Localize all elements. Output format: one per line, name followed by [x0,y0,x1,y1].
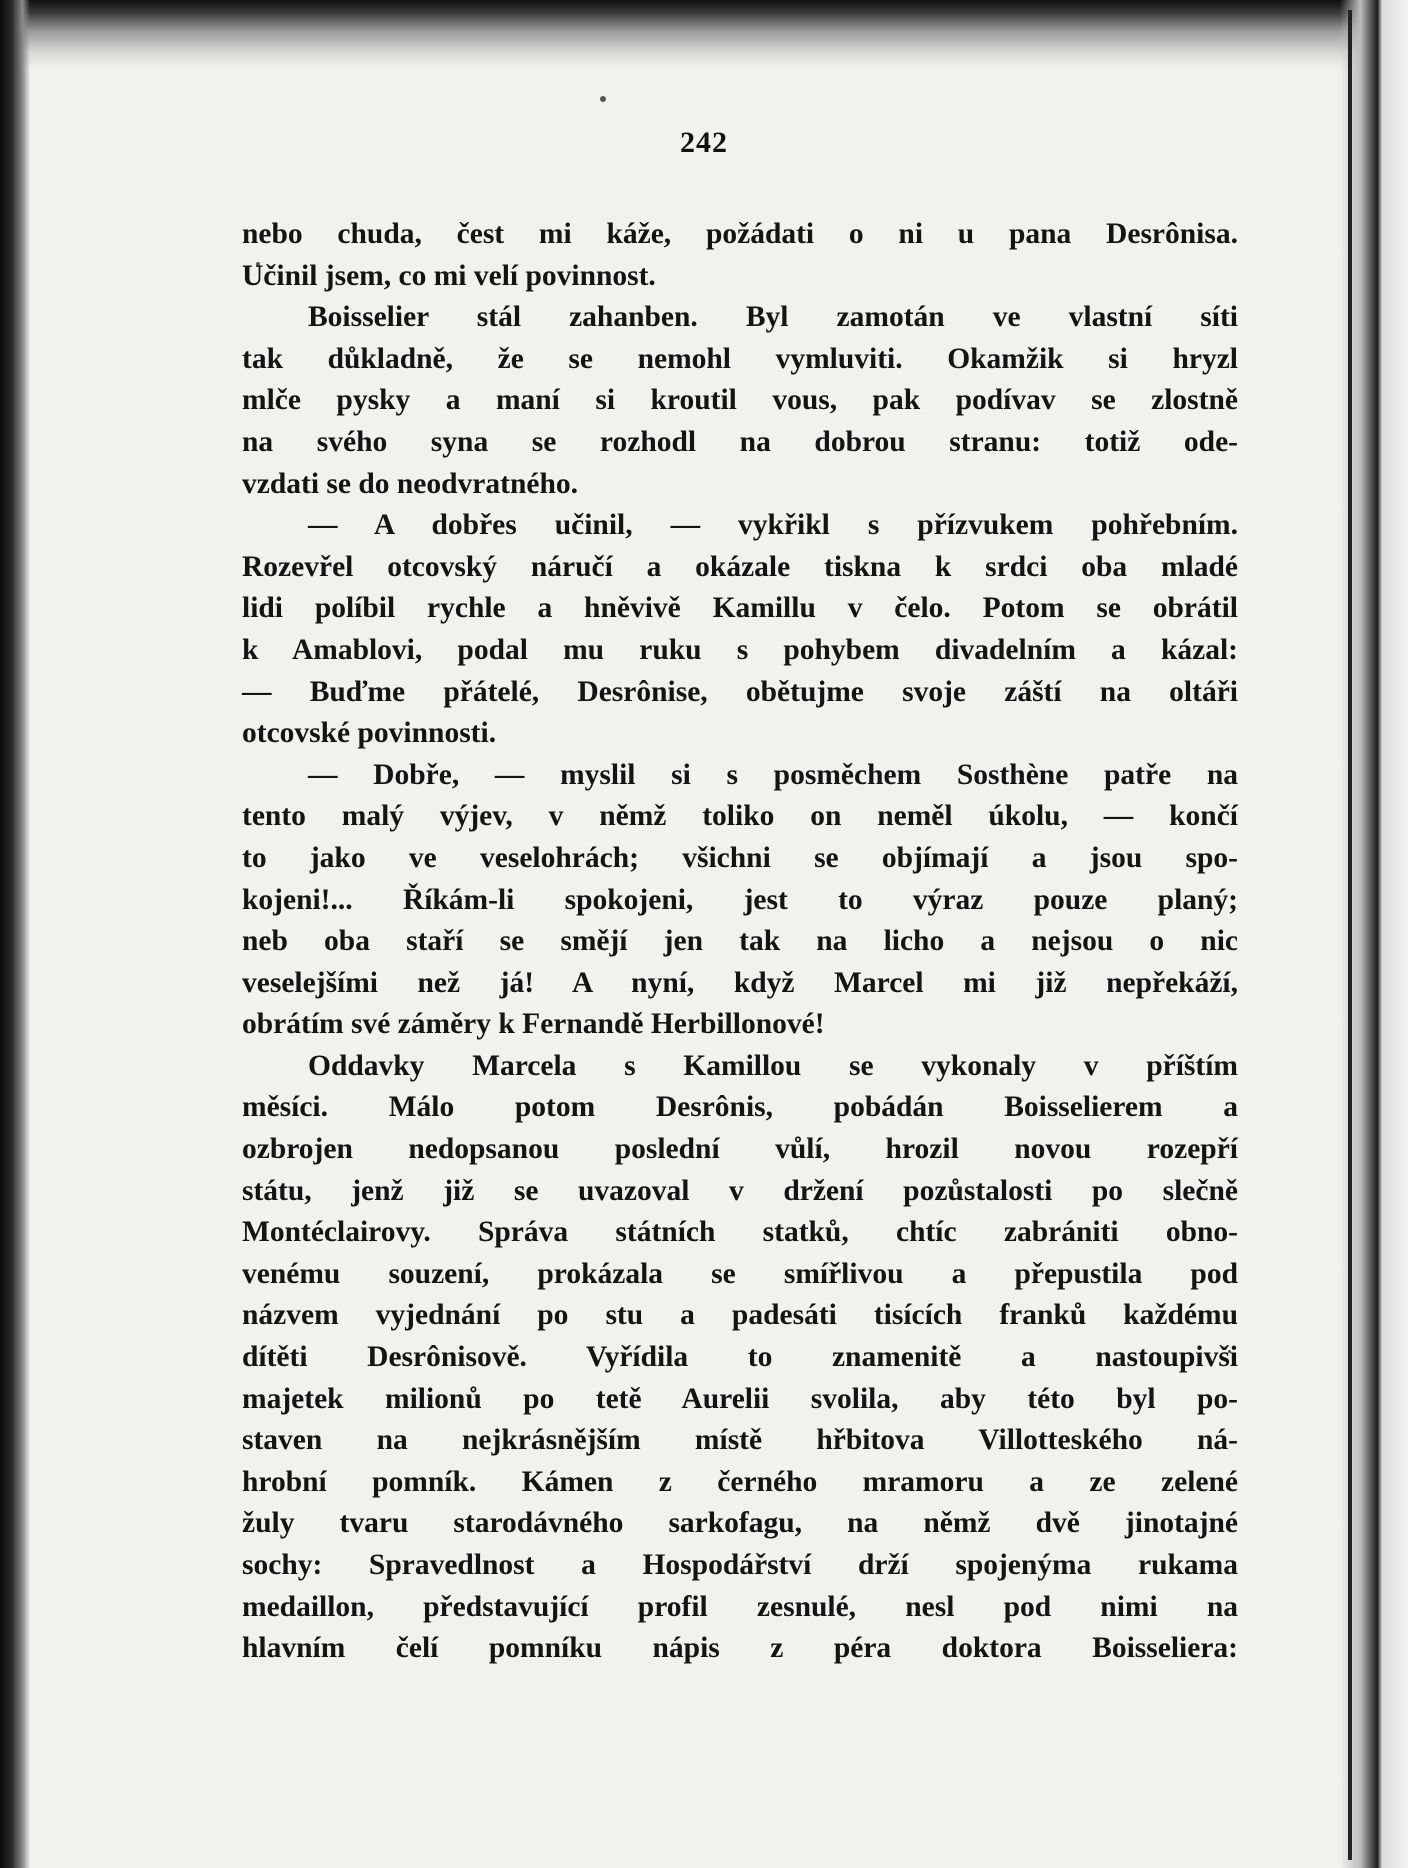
text-line: tak důkladně, že se nemohl vymluviti. Okamžik si hryzl [242,342,1238,375]
text-line: státu, jenž již se uvazoval v držení pozůstalosti po slečně [242,1174,1238,1207]
text-line: kojeni!... Říkám-li spokojeni, jest to výraz pouze planý; [242,883,1238,916]
text-line: hrobní pomník. Kámen z černého mramoru a ze zelené [242,1465,1238,1498]
text-line: majetek milionů po tetě Aurelii svolila, aby této byl po- [242,1382,1238,1415]
text-line: vzdati se do neodvratného. [242,467,578,500]
text-line: Učinil jsem, co mi velí povinnost. [242,259,656,292]
text-line: ozbrojen nedopsanou poslední vůlí, hrozil novou rozepří [242,1133,1238,1166]
text-line: neb oba staří se smějí jen tak na licho a nejsou o nic [242,925,1238,958]
dust-speck [600,96,606,102]
text-line: — Buďme přátelé, Desrônise, obětujme svoje záští na oltáři [242,675,1238,708]
text-line: na svého syna se rozhodl na dobrou stranu: totiž ode- [242,425,1238,458]
scan-shadow-left [0,0,30,1868]
text-line: mlče pysky a maní si kroutil vous, pak podívav se zlostně [242,384,1238,417]
text-line: Oddavky Marcela s Kamillou se vykonaly v příštím [308,1049,1238,1082]
text-line: tento malý výjev, v němž toliko on neměl úkolu, — končí [242,800,1238,833]
text-line: otcovské povinnosti. [242,717,497,750]
text-line: Montéclairovy. Správa státních statků, chtíc zabrániti obno- [242,1216,1238,1249]
text-line: lidi políbil rychle a hněvivě Kamillu v čelo. Potom se obrátil [242,592,1238,625]
text-line: Boisselier stál zahanben. Byl zamotán ve vlastní síti [308,301,1238,334]
text-line: venému souzení, prokázala se smířlivou a přepustila pod [242,1257,1238,1290]
text-line: veselejšími než já! A nyní, když Marcel mi již nepřekáží, [242,966,1238,999]
page-number: 242 [680,126,728,159]
text-line: dítěti Desrônisově. Vyřídila to znamenitě a nastoupivši [242,1341,1238,1374]
body-text [242,214,1238,1670]
text-line: žuly tvaru starodávného sarkofagu, na němž dvě jinotajné [242,1507,1238,1540]
text-line: měsíci. Málo potom Desrônis, pobádán Boisselierem a [242,1091,1238,1124]
page-edge-rule [1348,10,1352,1860]
text-line: to jako ve veselohrách; všichni se objímají a jsou spo- [242,841,1238,874]
text-line: sochy: Spravedlnost a Hospodářství drží spojenýma rukama [242,1549,1238,1581]
text-line: — A dobřes učinil, — vykřikl s přízvukem pohřebním. [308,509,1238,542]
scan-shadow-top [0,0,1408,70]
text-line: hlavním čelí pomníku nápis z péra doktora Boisseliera: [242,1632,1238,1665]
text-line: Rozevřel otcovský náručí a okázale tiskna k srdci oba mladé [242,550,1238,583]
text-line: staven na nejkrásnějším místě hřbitova Villotteského ná- [242,1424,1238,1457]
text-line: — Dobře, — myslil si s posměchem Sosthène patře na [308,758,1238,791]
text-line: obrátím své záměry k Fernandě Herbillonové! [242,1008,825,1041]
text-line: medaillon, představující profil zesnulé, nesl pod nimi na [242,1590,1238,1623]
text-line: nebo chuda, čest mi káže, požádati o ni u pana Desrônisa. [242,218,1238,250]
text-line: k Amablovi, podal mu ruku s pohybem divadelním a kázal: [242,633,1238,666]
text-line: názvem vyjednání po stu a padesáti tisících franků každému [242,1299,1238,1332]
